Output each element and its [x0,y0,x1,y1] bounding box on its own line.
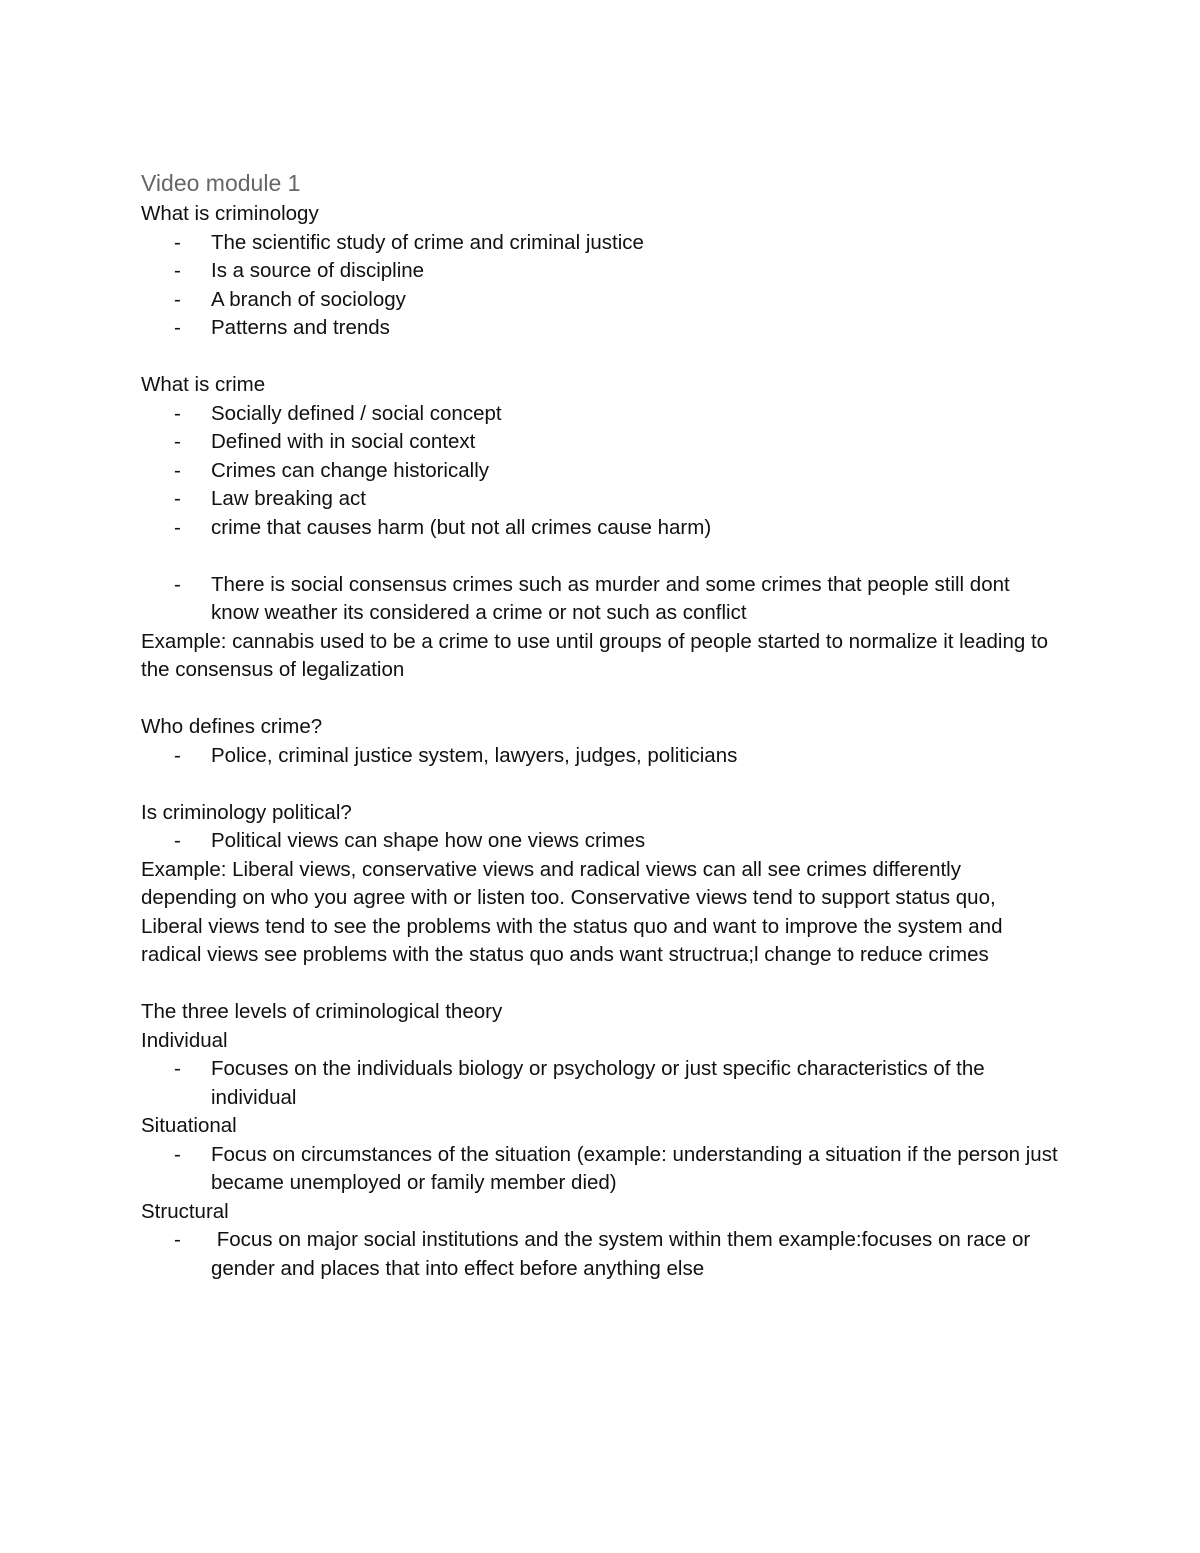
example-paragraph: Example: Liberal views, conservative views and radical views can all see crimes differently depending on who you agree with or listen too. Conservative views tend to support status quo, Liberal views tend to see the problems with the status quo and want to improve the system and radical views see problems with the status quo ands want structrua;l change to reduce crimes [141,857,1003,966]
bullet-marker: - [174,487,181,510]
level-heading-situational: Situational [141,1114,237,1137]
list-item-text: Focus on circumstances of the situation (example: understanding a situation if the person just became unemployed or family member died) [211,1142,1058,1194]
bullet-marker: - [174,430,181,453]
paragraph-gap [141,343,1061,372]
document-body [141,168,1061,1283]
paragraph-gap [141,542,1061,571]
bullet-marker: - [174,743,181,767]
list-item-text: Focus on major social institutions and the system within them example:focuses on race or gender and places that into effect before anything else [211,1228,1036,1280]
section-heading: The three levels of criminological theory [141,1000,503,1023]
list-item-text: Defined with in social context [211,430,476,453]
list-item [141,400,1061,429]
list-item [141,742,1061,771]
list-item-text: Crimes can change historically [211,458,490,482]
list-item-text: Patterns and trends [211,316,390,339]
list-item [141,1055,1061,1112]
list-item [141,428,1061,457]
paragraph-gap [141,970,1061,999]
section-heading: Is criminology political? [141,800,352,824]
bullet-marker: - [174,259,181,282]
bullet-list [141,571,1061,628]
level-heading-structural: Structural [141,1199,229,1223]
section-heading: Who defines crime? [141,715,323,738]
list-item [141,571,1061,628]
list-item [141,457,1061,486]
list-item-text: crime that causes harm (but not all crimes cause harm) [211,515,712,539]
paragraph-gap [141,770,1061,799]
document-title: Video module 1 [141,170,301,196]
list-item [141,514,1061,543]
list-item [141,314,1061,343]
list-item-text: Political views can shape how one views crimes [211,829,646,852]
bullet-marker: - [174,515,181,539]
bullet-marker: - [174,1228,181,1251]
list-item-text: Socially defined / social concept [211,401,502,425]
bullet-list [141,1055,1061,1112]
list-item-text: A branch of sociology [211,287,406,311]
list-item-text: There is social consensus crimes such as murder and some crimes that people still dont know weather its considered a crime or not such as conflict [211,572,1010,624]
bullet-marker: - [174,316,181,339]
list-item-text: Police, criminal justice system, lawyers, judges, politicians [211,743,738,767]
list-item-text: Law breaking act [211,487,366,510]
list-item [141,827,1061,856]
list-item-text: The scientific study of crime and criminal justice [211,230,644,254]
bullet-list [141,229,1061,343]
list-item-text: Is a source of discipline [211,259,425,282]
section-heading: What is criminology [141,202,319,225]
bullet-marker: - [174,458,181,482]
list-item [141,257,1061,286]
example-paragraph: Example: cannabis used to be a crime to use until groups of people started to normalize it leading to the consensus of legalization [141,629,1049,681]
bullet-list [141,400,1061,543]
bullet-list [141,1226,1061,1283]
list-item [141,229,1061,258]
bullet-marker: - [174,287,181,311]
bullet-marker: - [174,572,181,596]
bullet-list [141,1141,1061,1198]
bullet-marker: - [174,829,181,852]
bullet-marker: - [174,1142,181,1166]
list-item [141,1141,1061,1198]
bullet-marker: - [174,1057,181,1080]
section-heading: What is crime [141,373,266,396]
bullet-list [141,742,1061,771]
bullet-marker: - [174,230,181,254]
list-item [141,485,1061,514]
paragraph-gap [141,685,1061,714]
list-item [141,1226,1061,1283]
bullet-list [141,827,1061,856]
bullet-marker: - [174,401,181,425]
list-item-text: Focuses on the individuals biology or psychology or just specific characteristics of the individual [211,1057,985,1109]
level-heading-individual: Individual [141,1028,228,1052]
list-item [141,286,1061,315]
